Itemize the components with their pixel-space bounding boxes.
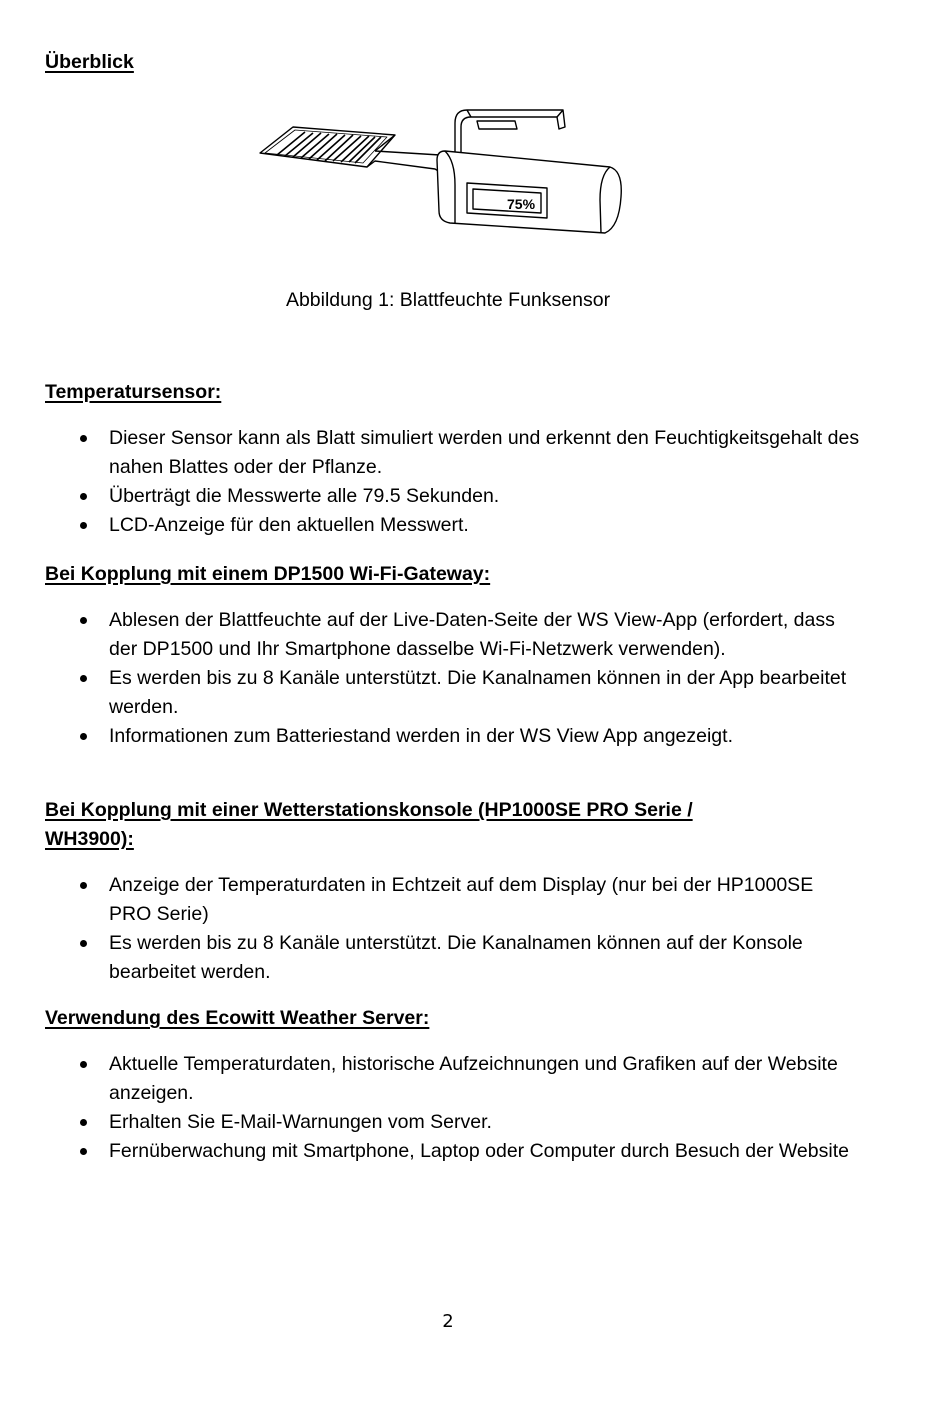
bullet-icon: [80, 882, 87, 889]
temp-sensor-heading: Temperatursensor:: [45, 381, 222, 403]
console-list: [80, 871, 860, 987]
list-item: Überträgt die Messwerte alle 79.5 Sekunden.: [80, 482, 860, 511]
bullet-icon: [80, 1061, 87, 1068]
leaf-wetness-sensor-illustration: [255, 105, 625, 245]
list-item: Aktuelle Temperaturdaten, historische Aufzeichnungen und Grafiken auf der Website anzeigen.: [80, 1050, 860, 1108]
dp1500-heading: Bei Kopplung mit einem DP1500 Wi-Fi-Gateway:: [45, 563, 491, 585]
figure-caption: Abbildung 1: Blattfeuchte Funksensor: [285, 289, 611, 311]
bullet-icon: [80, 493, 87, 500]
bullet-icon: [80, 522, 87, 529]
list-item: Informationen zum Batteriestand werden in der WS View App angezeigt.: [80, 722, 860, 751]
list-item: Fernüberwachung mit Smartphone, Laptop oder Computer durch Besuch der Website: [80, 1137, 860, 1166]
bullet-icon: [80, 1119, 87, 1126]
list-item: Erhalten Sie E-Mail-Warnungen vom Server.: [80, 1108, 860, 1137]
overview-heading: Überblick: [45, 51, 134, 73]
dp1500-list: [80, 606, 860, 751]
list-item: Es werden bis zu 8 Kanäle unterstützt. Die Kanalnamen können auf der Konsole bearbeitet werden.: [80, 929, 860, 987]
bullet-icon: [80, 617, 87, 624]
list-item: Es werden bis zu 8 Kanäle unterstützt. Die Kanalnamen können in der App bearbeitet werden.: [80, 664, 860, 722]
console-heading-line1: Bei Kopplung mit einer Wetterstationskonsole (HP1000SE PRO Serie /: [45, 799, 693, 821]
console-heading-line2: WH3900):: [45, 828, 134, 850]
ecowitt-list: [80, 1050, 860, 1166]
list-item: LCD-Anzeige für den aktuellen Messwert.: [80, 511, 860, 540]
list-item: Anzeige der Temperaturdaten in Echtzeit auf dem Display (nur bei der HP1000SE PRO Serie): [80, 871, 860, 929]
list-item: Dieser Sensor kann als Blatt simuliert werden und erkennt den Feuchtigkeitsgehalt des nahen Blattes oder der Pflanze.: [80, 424, 860, 482]
temp-sensor-list: [80, 424, 860, 540]
bullet-icon: [80, 1148, 87, 1155]
ecowitt-heading: Verwendung des Ecowitt Weather Server:: [45, 1007, 430, 1029]
bullet-icon: [80, 435, 87, 442]
bullet-icon: [80, 733, 87, 740]
bullet-icon: [80, 675, 87, 682]
list-item: Ablesen der Blattfeuchte auf der Live-Daten-Seite der WS View-App (erfordert, dass der DP1500 und Ihr Smartphone dasselbe Wi-Fi-Netzwerk verwenden).: [80, 606, 860, 664]
bullet-icon: [80, 940, 87, 947]
lcd-reading: 75%: [507, 196, 536, 212]
page-number: 2: [442, 1311, 454, 1332]
